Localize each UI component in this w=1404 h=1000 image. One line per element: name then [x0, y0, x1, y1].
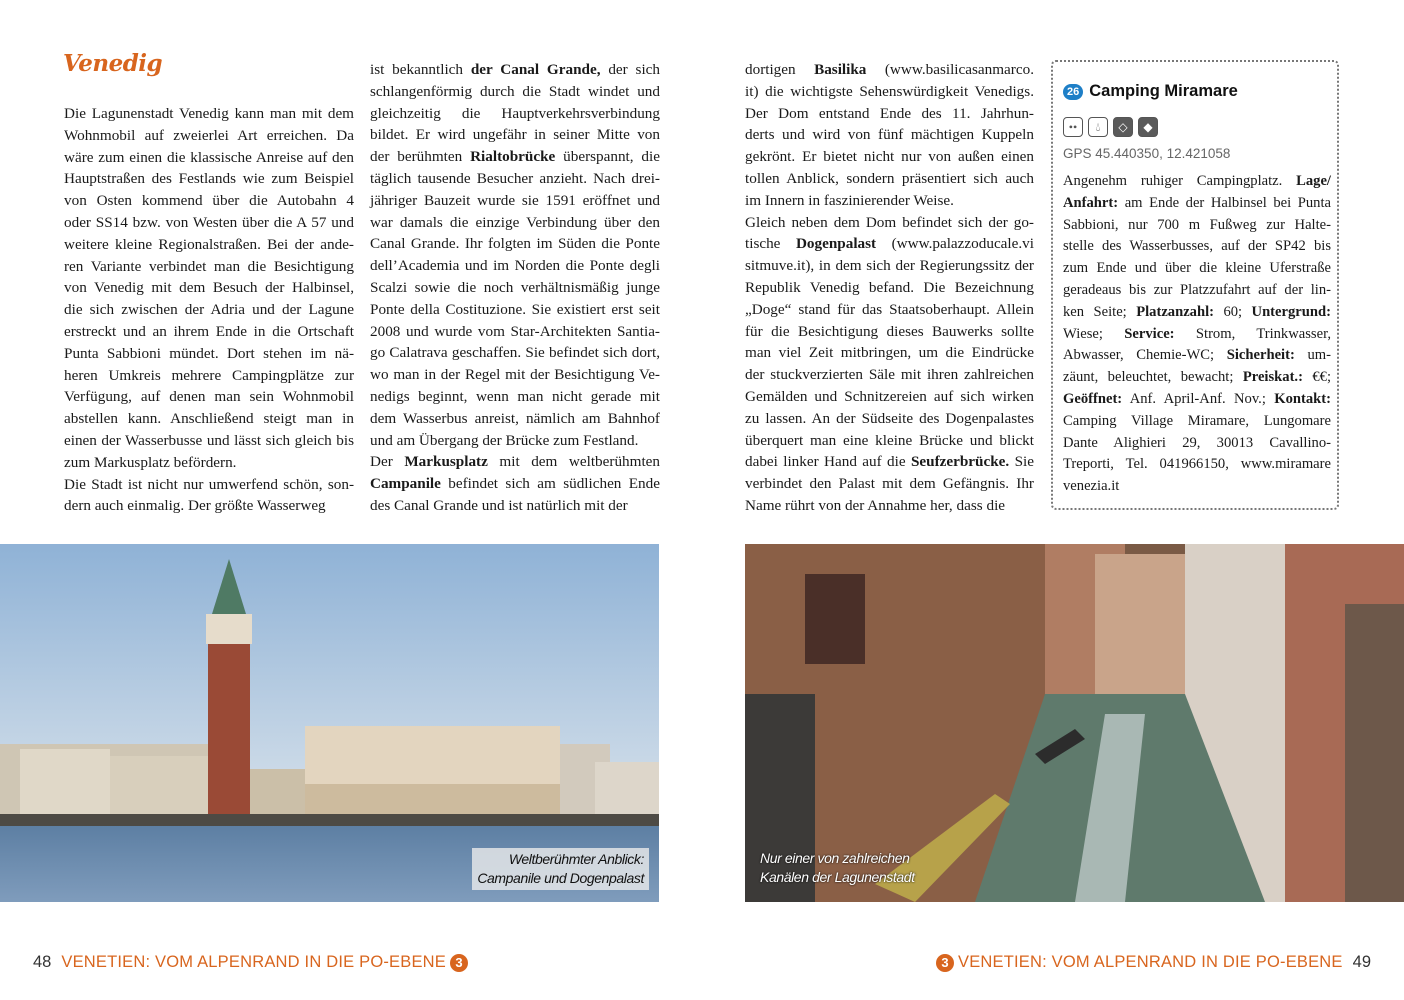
text-line: zu lassen. An der Südseite des Dogenpalastes — [745, 409, 1034, 427]
text-line: verbindet den Palast mit dem Gefängnis. Ihr — [745, 475, 1034, 493]
text-line: Wohnmobil auf zweierlei Art erreichen. Da — [64, 126, 354, 144]
text-line: Der Markusplatz mit dem weltberühmten — [370, 453, 660, 471]
text-line: Camping Village Miramare, Lungomare — [1063, 412, 1331, 429]
text-line: überquert man eine kleine Brücke und blickt — [745, 431, 1034, 449]
text-line: Die Stadt ist nicht nur umwerfend schön, son- — [64, 475, 354, 493]
text-line: im Innern in faszinierender Weise. — [745, 191, 954, 209]
text-line: Anfahrt: am Ende der Halbinsel bei Punta — [1063, 194, 1331, 211]
text-line: von Osten kommend über die Autobahn 4 — [64, 192, 354, 210]
text-line: „Doge“ stand für das Staatsoberhaupt. Allein — [745, 300, 1034, 318]
amenity-icons — [1063, 117, 1158, 137]
photo-venice-canal — [745, 544, 1404, 902]
water-drop-icon: 💧︎ — [1088, 117, 1108, 137]
text-line: weitere kleine Regionalstraßen. Bei der ande- — [64, 235, 354, 253]
footer-left — [33, 953, 468, 972]
text-line: des Canal Grande und ist natürlich mit der — [370, 496, 628, 514]
text-line: sitmuve.it), in dem sich der Regierungssitz der — [745, 257, 1034, 275]
power-outlet-icon: •• — [1063, 117, 1083, 137]
text-line: dern auch einmalig. Der größte Wasserweg — [64, 497, 326, 515]
text-line: gleichzeitig die Hauptverkehrsverbindung — [370, 104, 660, 122]
text-line: Geöffnet: Anf. April-Anf. Nov.; Kontakt: — [1063, 390, 1331, 407]
text-line: Gleich neben dem Dom befindet sich der go- — [745, 213, 1034, 231]
text-line: Canal Grande. Ihr folgten im Süden die Ponte — [370, 235, 660, 253]
campsite-title — [1063, 82, 1238, 101]
text-line: wäre zum einen die klassische Anreise auf den — [64, 148, 354, 166]
location-pin-filled-icon: ◆ — [1138, 117, 1158, 137]
text-line: heren Umkreis mehrere Campingplätze zur — [64, 366, 354, 384]
text-line: geradeaus bis zur Platzzufahrt auf der lin- — [1063, 281, 1331, 298]
text-line: erstreckt und an ihrem Ende in die Ortschaft — [64, 322, 354, 340]
campsite-description — [1063, 171, 1331, 498]
text-line: Wiese; Service: Strom, Trinkwasser, — [1063, 325, 1331, 342]
photo-campanile-dogenpalast — [0, 544, 659, 902]
chapter-number-badge: 3 — [936, 954, 954, 972]
text-line: dell’Academia und im Norden die Ponte degli — [370, 257, 660, 275]
campsite-info-box — [1051, 60, 1339, 510]
text-line: oder SS14 bzw. von Westen über die A 57 und — [64, 213, 354, 231]
footer-right — [936, 953, 1371, 972]
photo-caption-left — [472, 848, 649, 890]
page-number: 48 — [33, 953, 52, 971]
text-line: die sich zwischen der Adria und der Lagune — [64, 301, 354, 319]
text-line: wo man in der Regel mit der Besichtigung Ve- — [370, 366, 660, 384]
photo-caption-right — [760, 849, 915, 887]
text-column-1 — [64, 103, 354, 517]
text-line: für die Besichtigung dieses Bauwerks sollte — [745, 322, 1034, 340]
page-number: 49 — [1352, 953, 1371, 971]
text-line: Angenehm ruhiger Campingplatz. Lage/ — [1063, 173, 1331, 189]
text-line: Punta Sabbioni mündet. Dort stehen im nä- — [64, 344, 354, 362]
text-line: dortigen Basilika (www.basilicasanmarco. — [745, 61, 1034, 78]
chapter-title: VENETIEN: VOM ALPENRAND IN DIE PO-EBENE — [958, 953, 1343, 971]
text-column-2 — [370, 59, 660, 517]
text-line: ken Seite; Platzanzahl: 60; Untergrund: — [1063, 303, 1331, 320]
text-line: war damals die einzige Verbindung über den — [370, 213, 660, 231]
text-line: Dante Alighieri 29, 30013 Cavallino- — [1063, 434, 1331, 451]
text-line: einen der Wasserbusse und lässt sich gleich bis — [64, 431, 354, 449]
section-heading: Venedig — [63, 50, 163, 77]
text-line: von Venedig mit dem Besuch der Halbinsel, — [64, 279, 354, 297]
text-line: it) die wichtigste Sehenswürdigkeit Venedigs. — [745, 82, 1034, 100]
text-line: ist bekanntlich der Canal Grande, der sich — [370, 61, 660, 78]
text-column-3 — [745, 59, 1034, 517]
text-line: abstellen kann. Anschließend steigt man in — [64, 410, 354, 428]
text-line: dem Wasserbus anreist, nämlich am Bahnhof — [370, 409, 660, 427]
text-line: Republik Venedig befand. Die Bezeichnung — [745, 278, 1034, 296]
text-line: Sabbioni, nur 700 m Fußweg zur Halte- — [1063, 216, 1331, 233]
text-line: Die Lagunenstadt Venedig kann man mit dem — [64, 105, 354, 122]
text-line: stelle des Wasserbusses, auf der SP42 bis — [1063, 238, 1331, 255]
text-line: nedigs beginnt, wenn man nicht gerade mit — [370, 387, 660, 405]
text-line: man viel Zeit mitbringen, um die Eindrücke — [745, 344, 1034, 362]
caption-line: Nur einer von zahlreichen — [760, 850, 910, 866]
text-line: zum Ende und über die kleine Uferstraße — [1063, 260, 1331, 277]
text-line: gekrönt. Er bietet nicht nur von außen einen — [745, 148, 1034, 166]
campsite-number-badge: 26 — [1063, 84, 1083, 100]
text-line: 2008 und wurde vom Star-Architekten Santia- — [370, 322, 660, 340]
text-line: zäunt, beleuchtet, bewacht; Preiskat.: €€; — [1063, 369, 1332, 386]
text-line: Scalzi sowie die noch verhältnismäßig junge — [370, 278, 660, 296]
text-line: der berühmten Rialtobrücke überspannt, die — [370, 148, 660, 166]
text-line: schlangenförmig durch die Stadt windet und — [370, 82, 660, 100]
text-line: Gemälden und Schnitzereien auf sich wirken — [745, 387, 1034, 405]
text-line: Name rührt von der Annahme her, dass die — [745, 496, 1006, 514]
text-line: tische Dogenpalast (www.palazzoducale.vi — [745, 235, 1034, 253]
text-line: venezia.it — [1063, 478, 1120, 495]
caption-line: Weltberühmter Anblick: — [508, 851, 644, 867]
text-line: Hauptstraßen des Festlands wie zum Beispiel — [64, 170, 354, 188]
chapter-number-badge: 3 — [450, 954, 468, 972]
text-line: Abwasser, Chemie-WC; Sicherheit: um- — [1063, 347, 1331, 364]
text-line: Campanile befindet sich am südlichen Ende — [370, 475, 660, 493]
campsite-name: Camping Miramare — [1089, 82, 1238, 100]
text-line: Treporti, Tel. 041966150, www.miramare — [1063, 456, 1331, 473]
chapter-title: VENETIEN: VOM ALPENRAND IN DIE PO-EBENE — [61, 953, 446, 971]
text-line: Verfügung, auf denen man sein Wohnmobil — [64, 388, 354, 406]
text-line: zum Markusplatz befördern. — [64, 453, 237, 471]
text-line: Ponte della Costituzione. Sie existiert erst seit — [370, 300, 660, 318]
text-line: jähriger Bauzeit wurde sie 1591 eröffnet und — [370, 191, 660, 209]
text-line: go Calatrava geschaffen. Sie befindet sich dort, — [370, 344, 660, 362]
text-line: und am Übergang der Brücke zum Festland. — [370, 431, 639, 449]
location-pin-outline-icon: ◇ — [1113, 117, 1133, 137]
text-line: dabei linker Hand auf die Seufzerbrücke. Sie — [745, 453, 1034, 471]
text-line: bildet. Er wird ungefähr in seiner Mitte von — [370, 126, 660, 144]
text-line: täglich tausende Besucher anzieht. Nach drei- — [370, 169, 660, 187]
gps-coordinates: GPS 45.440350, 12.421058 — [1063, 146, 1231, 161]
text-line: ren Variante verbindet man die Besichtigung — [64, 257, 354, 275]
text-line: tollen Anblick, sondern präsentiert sich auch — [745, 169, 1034, 187]
text-line: Der Dom entstand Ende des 11. Jahrhun- — [745, 104, 1034, 122]
caption-line: Campanile und Dogenpalast — [477, 870, 644, 886]
caption-line: Kanälen der Lagunenstadt — [760, 869, 915, 885]
text-line: der stuckverzierten Säle mit ihren zahlreichen — [745, 366, 1034, 384]
text-line: derts und wird von fünf mächtigen Kuppeln — [745, 126, 1034, 144]
